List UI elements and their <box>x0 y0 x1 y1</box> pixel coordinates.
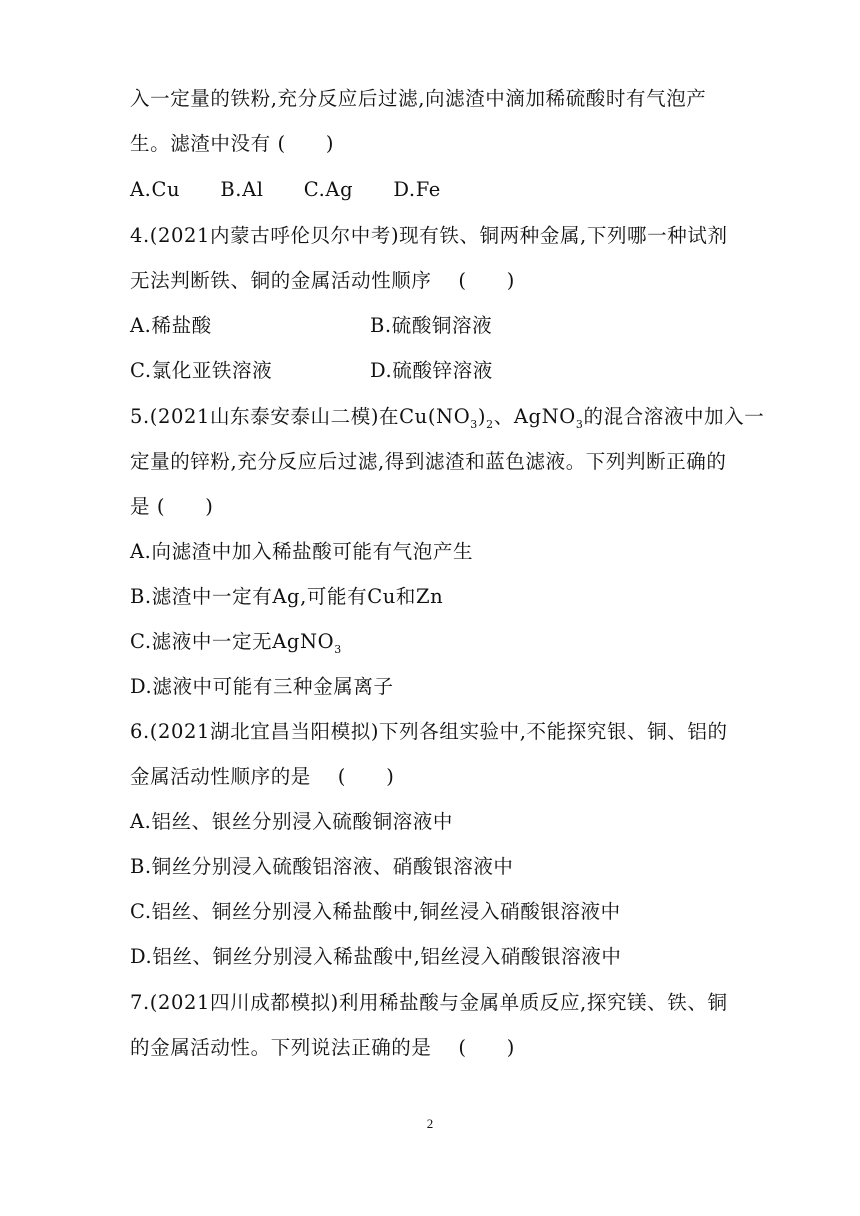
q5-option-a: A.向滤渣中加入稀盐酸可能有气泡产生 <box>130 540 474 563</box>
q5-subscript-1: 3 <box>470 418 478 431</box>
q4-option-b: B.硫酸铜溶液 <box>370 314 493 337</box>
q7-stem-line2: 的金属活动性。下列说法正确的是 ( ) <box>130 1036 516 1059</box>
q4-option-c: C.氯化亚铁溶液 <box>130 359 273 382</box>
q6-option-b: B.铜丝分别浸入硫酸铝溶液、硝酸银溶液中 <box>130 855 514 878</box>
q5-option-c <box>130 630 342 656</box>
q7-stem-line1: 7.(2021四川成都模拟)利用稀盐酸与金属单质反应,探究镁、铁、铜 <box>130 991 728 1014</box>
q4-option-a: A.稀盐酸 <box>130 314 212 337</box>
q6-stem-line1: 6.(2021湖北宜昌当阳模拟)下列各组实验中,不能探究银、铜、铝的 <box>130 720 728 743</box>
q4-options-row1 <box>130 314 493 337</box>
q5-stem-line3: 是 ( ) <box>130 495 214 518</box>
q5-stem-part-a: 5.(2021山东泰安泰山二模)在Cu(NO <box>130 405 471 428</box>
q3-options: A.Cu B.Al C.Ag D.Fe <box>130 178 441 201</box>
q3-stem-line2: 生。滤渣中没有 ( ) <box>130 132 335 155</box>
q4-options-row2 <box>130 359 493 382</box>
q5-option-b: B.滤渣中一定有Ag,可能有Cu和Zn <box>130 585 444 608</box>
q6-option-d: D.铝丝、铜丝分别浸入稀盐酸中,铝丝浸入硝酸银溶液中 <box>130 945 622 968</box>
q5-option-d: D.滤液中可能有三种金属离子 <box>130 675 394 698</box>
q4-stem-line2: 无法判断铁、铜的金属活动性顺序 ( ) <box>130 269 516 292</box>
q4-stem-line1: 4.(2021内蒙古呼伦贝尔中考)现有铁、铜两种金属,下列哪一种试剂 <box>130 224 728 247</box>
q4-option-d: D.硫酸锌溶液 <box>370 359 493 382</box>
q6-stem-line2: 金属活动性顺序的是 ( ) <box>130 765 395 788</box>
q5-option-c-subscript: 3 <box>334 643 342 656</box>
q5-subscript-3: 3 <box>575 418 584 431</box>
q5-subscript-2: 2 <box>486 418 494 431</box>
q5-stem-part-d: 的混合溶液中加入一 <box>583 405 765 428</box>
q5-stem-line1 <box>130 405 765 431</box>
q6-option-a: A.铝丝、银丝分别浸入硫酸铜溶液中 <box>130 810 453 833</box>
q5-option-c-text: C.滤液中一定无AgNO <box>130 630 335 653</box>
q5-stem-part-c: 、AgNO <box>493 405 576 428</box>
page-number: 2 <box>426 1116 434 1131</box>
q6-option-c: C.铝丝、铜丝分别浸入稀盐酸中,铜丝浸入硝酸银溶液中 <box>130 900 621 923</box>
q3-stem-line1: 入一定量的铁粉,充分反应后过滤,向滤渣中滴加稀硫酸时有气泡产 <box>130 87 707 110</box>
q5-stem-line2: 定量的锌粉,充分反应后过滤,得到滤渣和蓝色滤液。下列判断正确的 <box>130 450 727 473</box>
q5-stem-part-b: ) <box>477 405 487 428</box>
